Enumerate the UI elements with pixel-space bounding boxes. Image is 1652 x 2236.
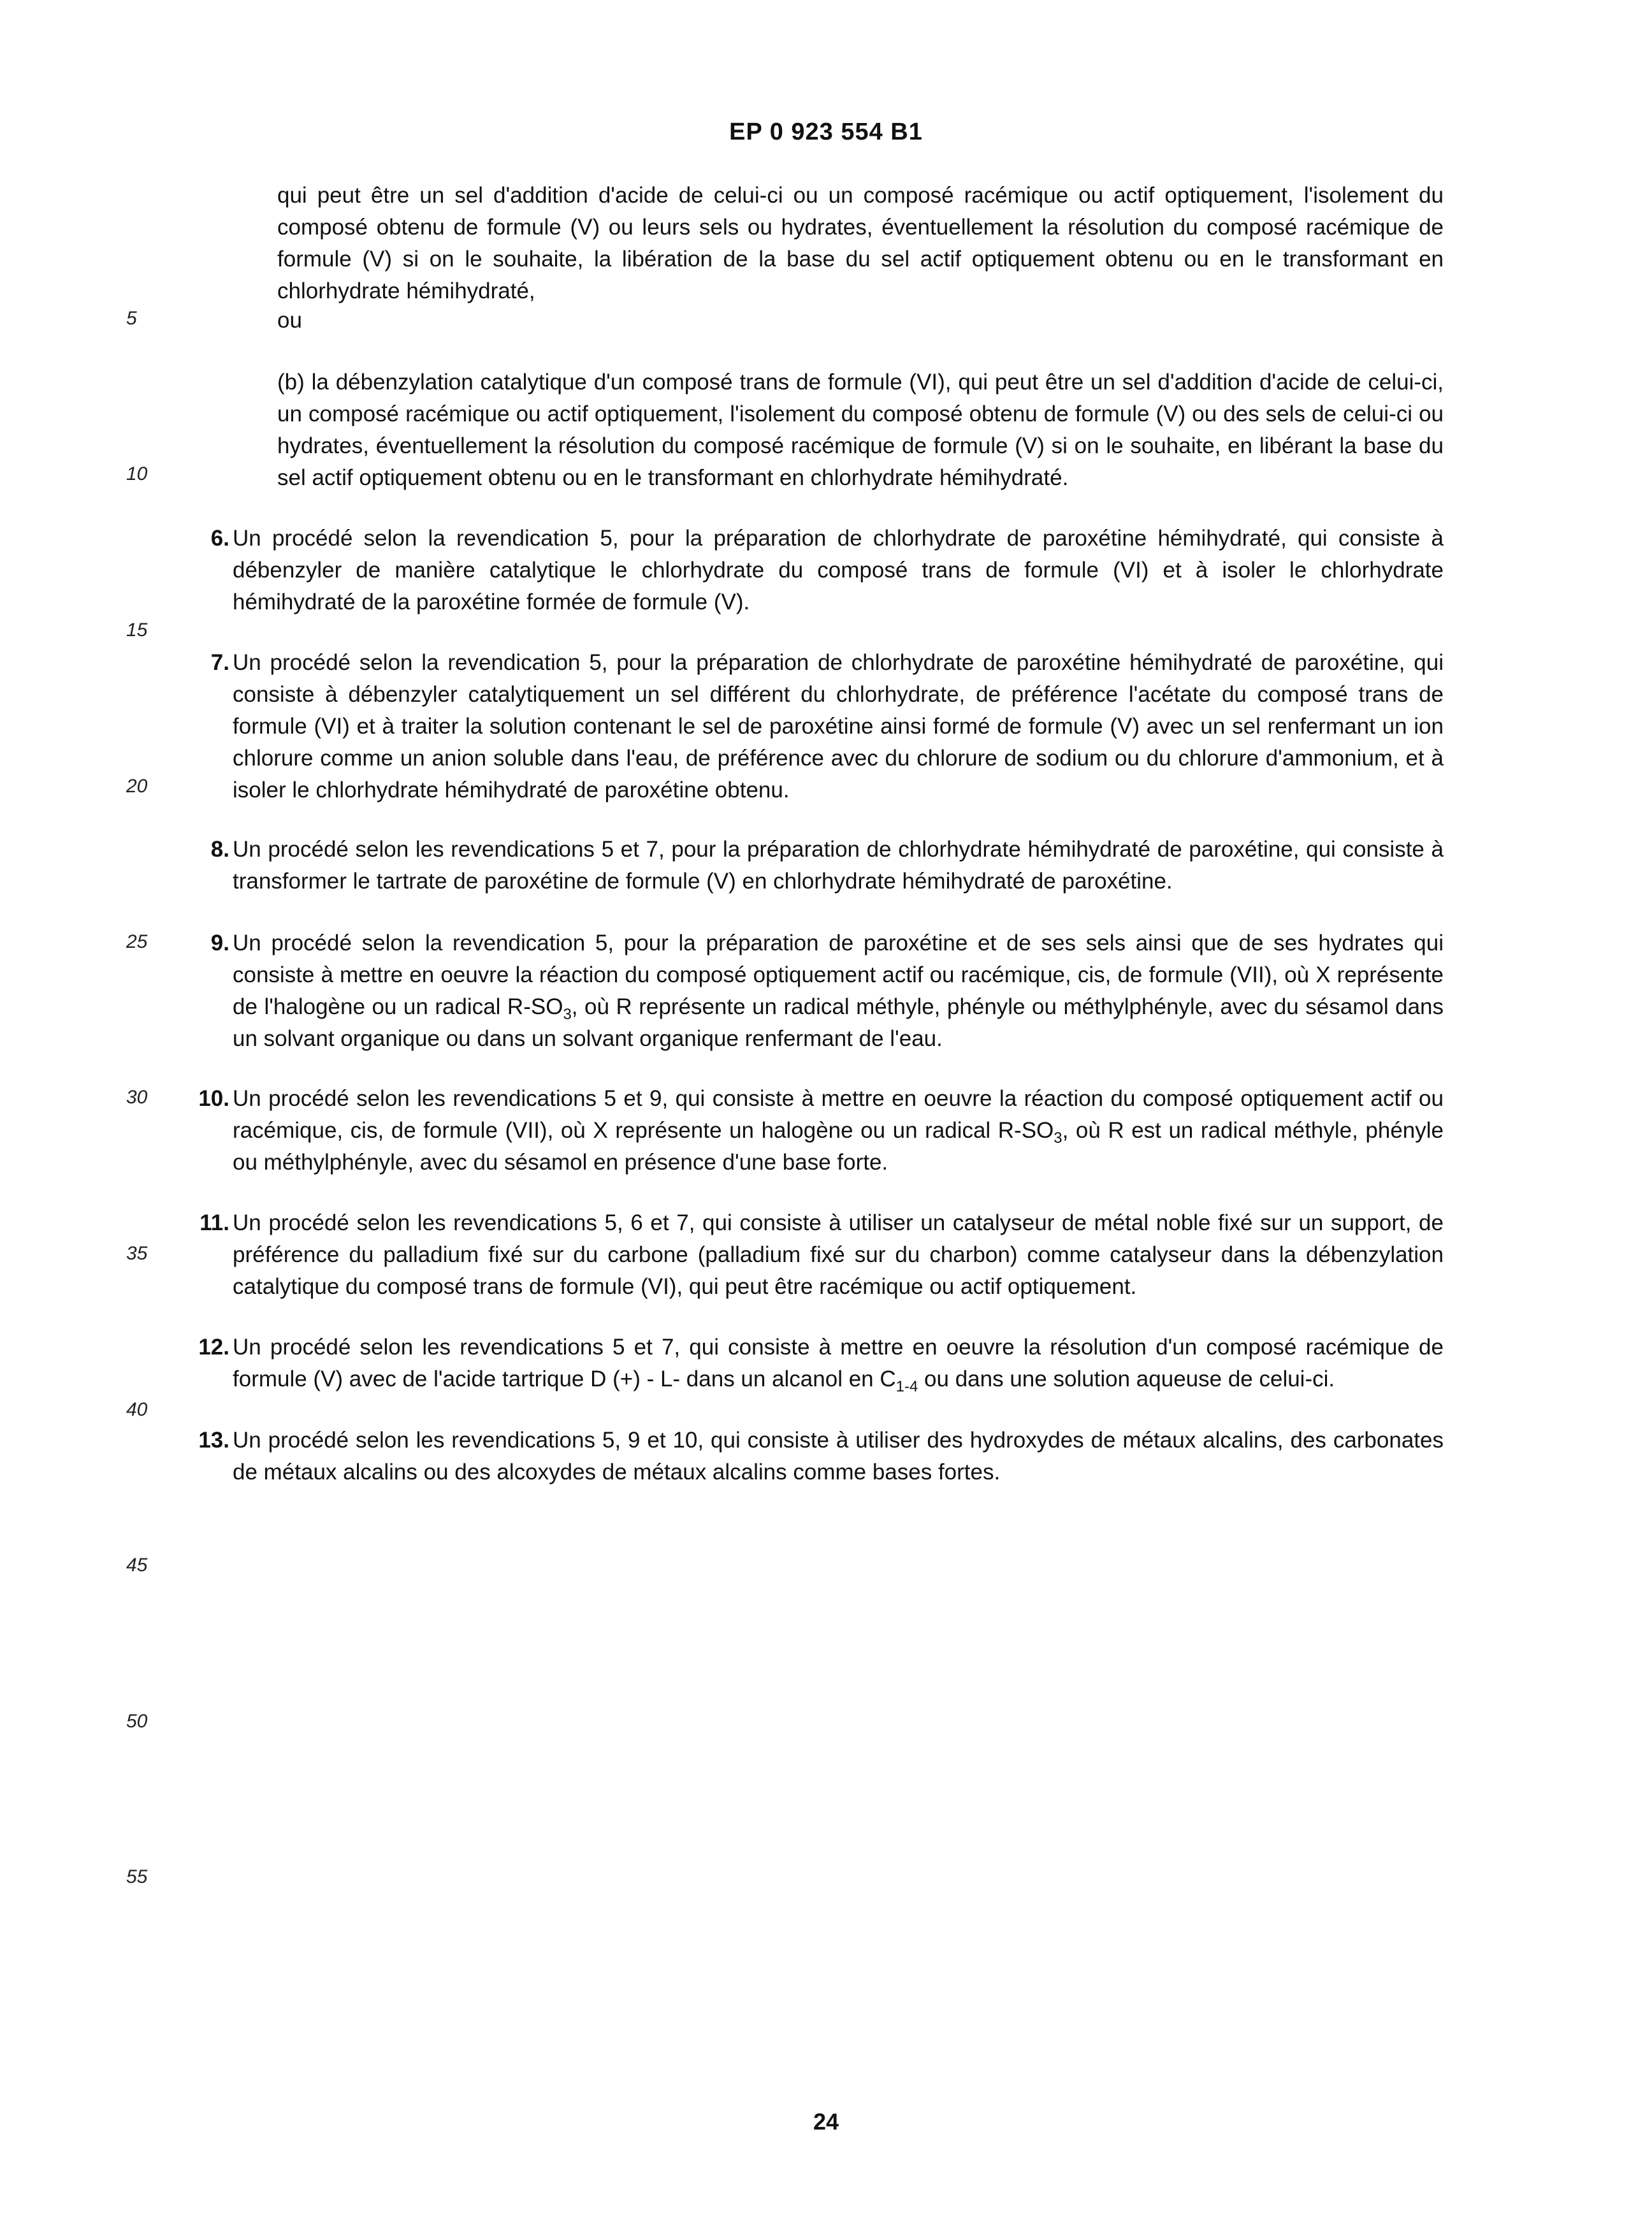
claim-text (233, 1332, 1444, 1395)
claim-text: Un procédé selon les revendications 5, 9 et 10, qui consiste à utiliser des hydroxydes de métaux alcalins, des carbonates de métaux alcalins ou des alcoxydes de métaux alcalins comme bases fortes. (233, 1428, 1444, 1485)
subscript: 1-4 (895, 1378, 918, 1395)
claim-number: 9. (210, 931, 229, 955)
claim-text: Un procédé selon la revendication 5, pour la préparation de chlorhydrate de paroxétine hémihydraté, qui consiste à débenzyler de manière catalytique le chlorhydrate du composé trans de formule (VI) et à isoler le chlorhydrate hémihydraté de la paroxétine formée de formule (V). (233, 526, 1444, 614)
claim-text-part: , où R est un radical méthyle, phényle ou méthylphényle, avec du sésamol en présence d'une base forte. (233, 1118, 1444, 1175)
claim-text: Un procédé selon les revendications 5, 6 et 7, qui consiste à utiliser un catalyseur de métal noble fixé sur un support, de préférence du palladium fixé sur du carbone (palladium fixé sur du charbon) comme catalyseur dans la débenzylation catalytique du composé trans de formule (VI), qui peut être racémique ou actif optiquement. (233, 1210, 1444, 1299)
claim-5-option-b-paragraph: (b) la débenzylation catalytique d'un composé trans de formule (VI), qui peut être un sel d'addition d'acide de celui-ci, un composé racémique ou actif optiquement, l'isolement du composé obtenu de formule (V) ou des sels de celui-ci ou hydrates, éventuellement la résolution du composé racémique de formule (V) si on le souhaite, en libérant la base du sel actif optiquement obtenu ou en le transformant en chlorhydrate hémihydraté. (277, 370, 1444, 490)
claim-text: Un procédé selon les revendications 5 et 7, pour la préparation de chlorhydrate hémihydraté de paroxétine, qui consiste à transformer le tartrate de paroxétine de formule (V) en chlorhydrate hémihydraté de paroxétine. (233, 837, 1444, 894)
line-number-25: 25 (126, 931, 148, 952)
line-number-20: 20 (126, 776, 148, 797)
claim-text (233, 927, 1444, 1055)
line-number-50: 50 (126, 1711, 148, 1732)
patent-number-header: EP 0 923 554 B1 (729, 119, 923, 145)
line-number-45: 45 (126, 1555, 148, 1576)
line-number-30: 30 (126, 1087, 148, 1108)
claim-number: 7. (210, 650, 229, 675)
claim-5-or-connector: ou (277, 308, 302, 333)
claim-text-part: , où R représente un radical méthyle, phényle ou méthylphényle, avec du sésamol dans un solvant organique ou dans un solvant organique renfermant de l'eau. (233, 994, 1444, 1051)
subscript: 3 (563, 1006, 572, 1023)
page-number: 24 (813, 2109, 839, 2135)
claim-number: 10. (198, 1086, 229, 1111)
claim-number: 11. (199, 1210, 229, 1235)
claim-5-continuation-paragraph: qui peut être un sel d'addition d'acide de celui-ci ou un composé racémique ou actif optiquement, l'isolement du composé obtenu de formule (V) ou leurs sels ou hydrates, éventuellement la résolution du composé racémique de formule (V) si on le souhaite, la libération de la base du sel actif optiquement obtenu ou en le transformant en chlorhydrate hémihydraté, (277, 183, 1444, 303)
claim-text-part: ou dans une solution aqueuse de celui-ci. (918, 1367, 1335, 1391)
line-number-15: 15 (126, 620, 148, 641)
line-number-35: 35 (126, 1243, 148, 1264)
line-number-5: 5 (126, 308, 137, 329)
claim-number: 12. (198, 1335, 229, 1360)
claim-text-part: Un procédé selon les revendications 5 et 9, qui consiste à mettre en oeuvre la réaction du composé optiquement actif ou racémique, cis, de formule (VII), où X représente un halogène ou un radical R-SO (233, 1086, 1444, 1143)
claim-text: Un procédé selon la revendication 5, pour la préparation de chlorhydrate de paroxétine hémihydraté de paroxétine, qui consiste à débenzyler catalytiquement un sel différent du chlorhydrate, de préférence l'acétate du composé trans de formule (VI) et à traiter la solution contenant le sel de paroxétine ainsi formé de formule (V) avec un sel renfermant un ion chlorure comme un anion soluble dans l'eau, de préférence avec du chlorure de sodium ou du chlorure d'ammonium, et à isoler le chlorhydrate hémihydraté de paroxétine obtenu. (233, 650, 1444, 802)
subscript: 3 (1054, 1129, 1062, 1147)
claim-text-part: Un procédé selon les revendications 5 et 7, qui consiste à mettre en oeuvre la résolution d'un composé racémique de formule (V) avec de l'acide tartrique D (+) - L- dans un alcanol en C (233, 1335, 1444, 1391)
claim-number: 8. (210, 837, 229, 862)
claim-text-part: Un procédé selon la revendication 5, pour la préparation de paroxétine et de ses sels ainsi que de ses hydrates qui consiste à mettre en oeuvre la réaction du composé optiquement actif ou racémique, cis, de formule (VII), où X représente de l'halogène ou un radical R-SO (233, 931, 1444, 1019)
line-number-55: 55 (126, 1866, 148, 1887)
claim-text (233, 1083, 1444, 1179)
claim-number: 13. (198, 1428, 229, 1453)
claim-number: 6. (210, 526, 229, 551)
line-number-40: 40 (126, 1399, 148, 1420)
line-number-10: 10 (126, 463, 148, 484)
